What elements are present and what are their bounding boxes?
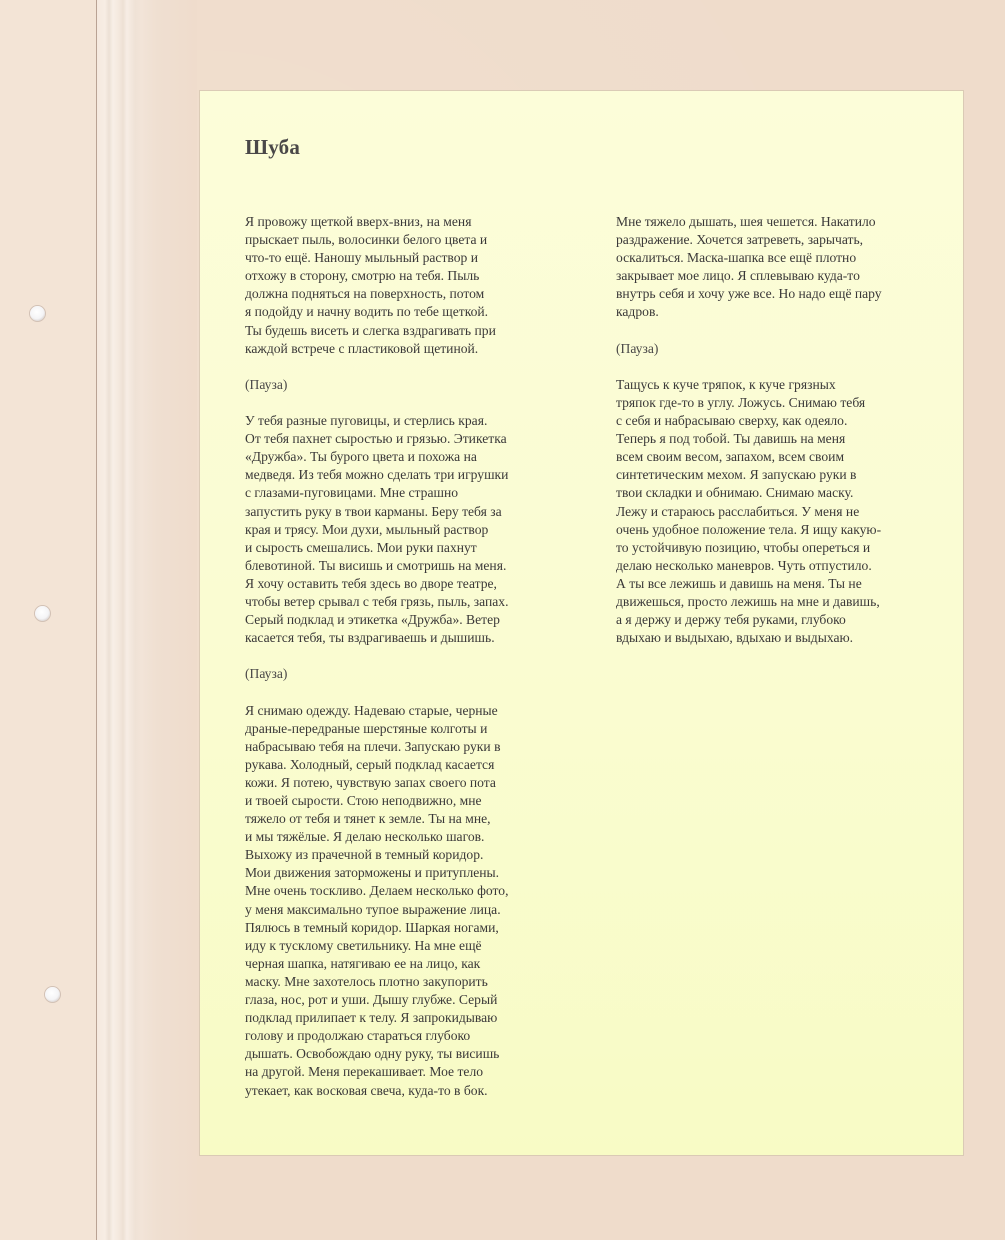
text-line: У тебя разные пуговицы, и стерлись края. xyxy=(245,413,488,429)
text-line: Серый подклад и этикетка «Дружба». Ветер xyxy=(245,612,500,628)
text-line: Выхожу из прачечной в темный коридор. xyxy=(245,847,484,863)
page-title: Шуба xyxy=(245,135,301,159)
text-line: у меня максимально тупое выражение лица. xyxy=(245,901,501,917)
text-line: каждой встрече с пластиковой щетиной. xyxy=(245,340,479,356)
text-line: блевотиной. Ты висишь и смотришь на меня. xyxy=(245,557,507,573)
text-line: и мы тяжёлые. Я делаю несколько шагов. xyxy=(245,829,485,845)
text-line: твои складки и обнимаю. Снимаю маску. xyxy=(616,485,854,501)
text-line: (Пауза) xyxy=(616,340,659,356)
text-line: вдыхаю и выдыхаю, вдыхаю и выдыхаю. xyxy=(616,630,854,646)
text-line: рукава. Холодный, серый подклад касается xyxy=(245,756,495,772)
text-line: и сырость смешались. Мои руки пахнут xyxy=(245,539,477,555)
binder-spine-ridges xyxy=(97,0,197,1240)
text-line: края и трясу. Мои духи, мыльный раствор xyxy=(245,521,489,537)
paragraph xyxy=(245,412,555,647)
text-column-left xyxy=(245,213,555,1118)
text-line: отхожу в сторону, смотрю на тебя. Пыль xyxy=(245,268,480,284)
text-line: всем своим весом, запахом, всем своим xyxy=(616,449,845,465)
text-line: с глазами-пуговицами. Мне страшно xyxy=(245,485,459,501)
text-line: закрывает мое лицо. Я сплевываю куда-то xyxy=(616,268,860,284)
text-line: на другой. Меня перекашивает. Мое тело xyxy=(245,1064,484,1080)
text-line: маску. Мне захотелось плотно закупорить xyxy=(245,973,488,989)
binder-left-strip xyxy=(0,0,96,1240)
punch-hole-bottom-icon xyxy=(45,987,60,1002)
text-line: делаю несколько маневров. Чуть отпустило. xyxy=(616,557,872,573)
paragraph xyxy=(616,376,926,647)
text-line: очень удобное положение тела. Я ищу какую- xyxy=(616,521,882,537)
text-line: Мне очень тоскливо. Делаем несколько фото, xyxy=(245,883,509,899)
text-line: тяжело от тебя и тянет к земле. Ты на мне, xyxy=(245,811,491,827)
text-line: (Пауза) xyxy=(245,666,288,682)
text-line: кадров. xyxy=(616,304,659,320)
text-line: чтобы ветер срывал с тебя грязь, пыль, запах. xyxy=(245,593,509,609)
text-line: оскалиться. Маска-шапка все ещё плотно xyxy=(616,250,857,266)
text-line: От тебя пахнет сыростью и грязью. Этикетка xyxy=(245,431,507,447)
text-line: касается тебя, ты вздрагиваешь и дышишь. xyxy=(245,630,495,646)
text-line: синтетическим мехом. Я запускаю руки в xyxy=(616,467,857,483)
text-line: подклад прилипает к телу. Я запрокидываю xyxy=(245,1010,498,1026)
text-line: Тащусь к куче тряпок, к куче грязных xyxy=(616,376,836,392)
text-line: дышать. Освобождаю одну руку, ты висишь xyxy=(245,1046,500,1062)
text-line: кожи. Я потею, чувствую запах своего пота xyxy=(245,774,496,790)
text-line: а я держу и держу тебя руками, глубоко xyxy=(616,612,846,628)
text-line: Теперь я под тобой. Ты давишь на меня xyxy=(616,431,846,447)
pause-marker xyxy=(616,340,926,358)
text-line: то устойчивую позицию, чтобы опереться и xyxy=(616,539,871,555)
text-line: и твоей сырости. Стою неподвижно, мне xyxy=(245,793,482,808)
text-line: Мои движения заторможены и притуплены. xyxy=(245,865,500,881)
text-line: что-то ещё. Наношу мыльный раствор и xyxy=(245,250,478,266)
text-line: Я хочу оставить тебя здесь во дворе театре, xyxy=(245,575,497,591)
text-column-right xyxy=(616,213,926,665)
text-line: глаза, нос, рот и уши. Дышу глубже. Серый xyxy=(245,992,498,1008)
paragraph xyxy=(616,213,926,322)
text-line: драные-передраные шерстяные колготы и xyxy=(245,720,488,736)
text-line: Я снимаю одежду. Надеваю старые, черные xyxy=(245,702,498,718)
paragraph xyxy=(245,702,555,1100)
text-line: медведя. Из тебя можно сделать три игрушки xyxy=(245,467,509,483)
text-line: иду к тусклому светильнику. На мне ещё xyxy=(245,937,482,953)
text-line: Пялюсь в темный коридор. Шаркая ногами, xyxy=(245,919,499,935)
text-line: Ты будешь висеть и слегка вздрагивать при xyxy=(245,322,496,338)
text-line: должна подняться на поверхность, потом xyxy=(245,286,485,302)
text-line: с себя и набрасываю сверху, как одеяло. xyxy=(616,413,848,429)
text-line: (Пауза) xyxy=(245,376,288,392)
document-sheet xyxy=(200,91,963,1155)
text-line: внутрь себя и хочу уже все. Но надо ещё пару xyxy=(616,286,882,302)
text-line: я подойду и начну водить по тебе щеткой. xyxy=(245,304,489,320)
text-line: тряпок где-то в углу. Ложусь. Снимаю тебя xyxy=(616,394,866,410)
pause-marker xyxy=(245,376,555,394)
paragraph xyxy=(245,213,555,358)
text-line: раздражение. Хочется затреветь, зарычать, xyxy=(616,232,864,248)
text-line: А ты все лежишь и давишь на меня. Ты не xyxy=(616,575,862,591)
text-line: утекает, как восковая свеча, куда-то в бок. xyxy=(245,1082,488,1098)
text-line: запустить руку в твои карманы. Беру тебя за xyxy=(245,503,502,519)
text-line: прыскает пыль, волосинки белого цвета и xyxy=(245,232,488,248)
text-line: Мне тяжело дышать, шея чешется. Накатило xyxy=(616,214,876,229)
punch-hole-middle-icon xyxy=(35,606,50,621)
punch-hole-top-icon xyxy=(30,306,45,321)
text-line: черная шапка, натягиваю ее на лицо, как xyxy=(245,955,481,971)
pause-marker xyxy=(245,665,555,683)
text-line: голову и продолжаю стараться глубоко xyxy=(245,1028,471,1044)
text-line: «Дружба». Ты бурого цвета и похожа на xyxy=(245,449,477,465)
text-line: набрасываю тебя на плечи. Запускаю руки в xyxy=(245,738,501,754)
text-line: движешься, просто лежишь на мне и давишь, xyxy=(616,593,880,609)
text-line: Лежу и стараюсь расслабиться. У меня не xyxy=(616,503,860,519)
text-line: Я провожу щеткой вверх-вниз, на меня xyxy=(245,214,472,229)
